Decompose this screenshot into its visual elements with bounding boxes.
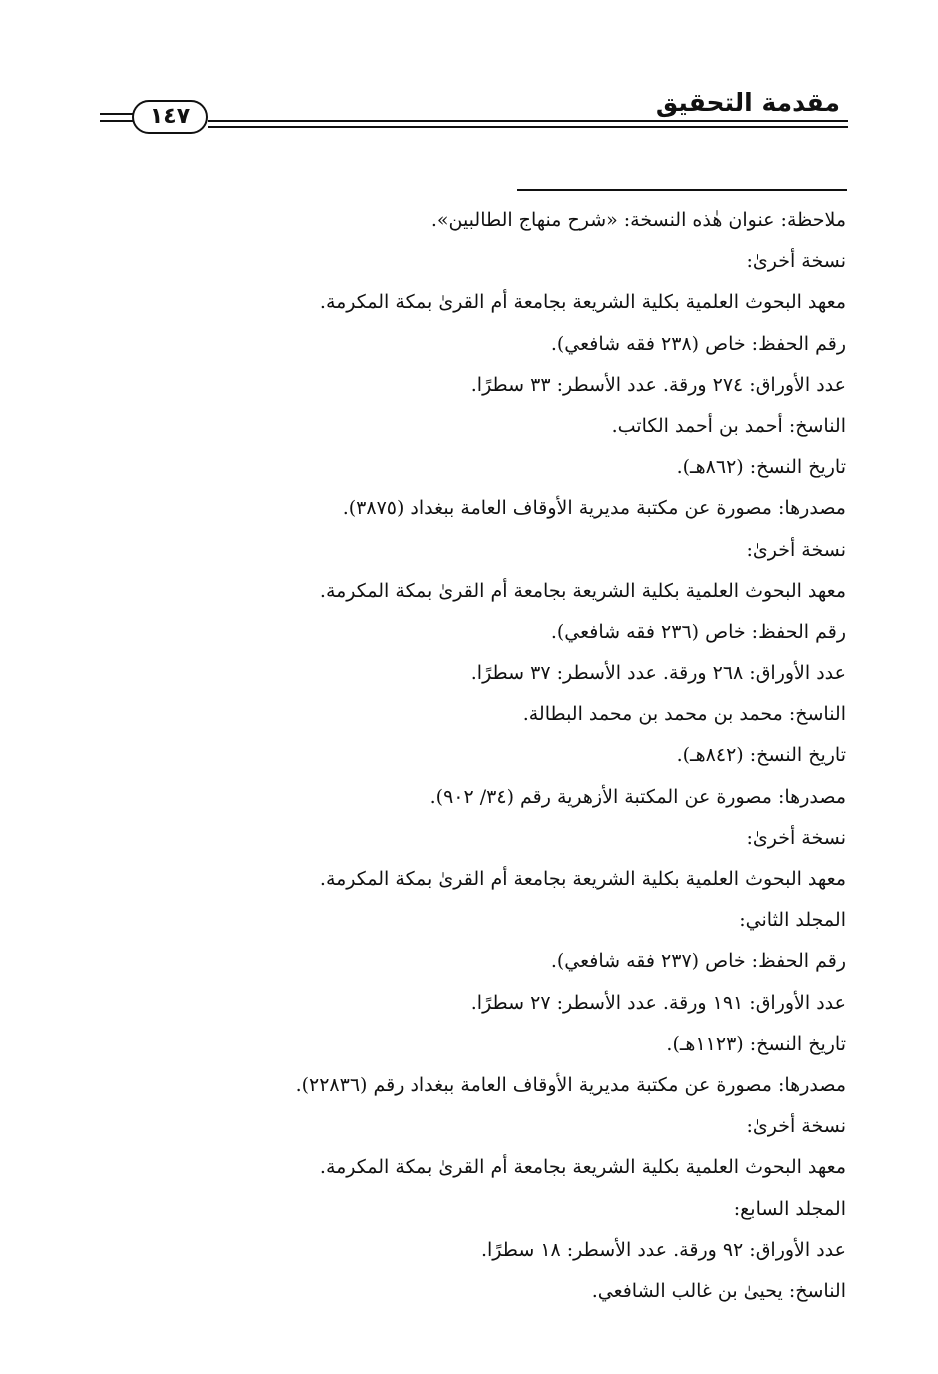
- text-line: المجلد الثاني:: [739, 909, 846, 932]
- text-line: رقم الحفظ: خاص (٢٣٦ فقه شافعي).: [550, 620, 846, 643]
- text-line: مصدرها: مصورة عن مكتبة مديرية الأوقاف العامة ببغداد رقم (٢٢٨٣٦).: [295, 1073, 846, 1096]
- text-line: ملاحظة: عنوان هٰذه النسخة: «شرح منهاج الطالبين».: [430, 209, 846, 231]
- text-line: نسخة أخرىٰ:: [746, 250, 846, 273]
- page-number-badge: [132, 100, 208, 134]
- text-line: تاريخ النسخ: (١١٢٣هـ).: [666, 1032, 846, 1055]
- text-line: نسخة أخرىٰ:: [746, 1115, 846, 1138]
- running-header-title: مقدمة التحقيق: [655, 88, 840, 117]
- text-line: رقم الحفظ: خاص (٢٣٧ فقه شافعي).: [550, 950, 846, 973]
- text-line: معهد البحوث العلمية بكلية الشريعة بجامعة أم القرىٰ بمكة المكرمة.: [319, 1156, 846, 1179]
- text-line: رقم الحفظ: خاص (٢٣٨ فقه شافعي).: [550, 332, 846, 355]
- separator-rule: [517, 189, 847, 191]
- text-line: نسخة أخرىٰ:: [746, 826, 846, 849]
- text-line: مصدرها: مصورة عن المكتبة الأزهرية رقم (٣٤/ ٩٠٢).: [429, 785, 846, 808]
- text-line: عدد الأوراق: ٩٢ ورقة. عدد الأسطر: ١٨ سطرًا.: [480, 1238, 846, 1261]
- text-line: معهد البحوث العلمية بكلية الشريعة بجامعة أم القرىٰ بمكة المكرمة.: [319, 579, 846, 602]
- text-line: تاريخ النسخ: (٨٤٢هـ).: [676, 744, 846, 767]
- text-line: عدد الأوراق: ٢٧٤ ورقة. عدد الأسطر: ٣٣ سطرًا.: [470, 373, 846, 396]
- text-line: الناسخ: أحمد بن أحمد الكاتب.: [611, 414, 846, 437]
- text-line: تاريخ النسخ: (٨٦٢هـ).: [676, 456, 846, 479]
- body-text: [146, 200, 846, 1312]
- header-rule-bottom: [208, 126, 848, 128]
- text-line: المجلد السابع:: [733, 1197, 846, 1220]
- text-line: عدد الأوراق: ٢٦٨ ورقة. عدد الأسطر: ٣٧ سطرًا.: [470, 662, 846, 685]
- text-line: مصدرها: مصورة عن مكتبة مديرية الأوقاف العامة ببغداد (٣٨٧٥).: [342, 497, 846, 520]
- text-line: عدد الأوراق: ١٩١ ورقة. عدد الأسطر: ٢٧ سطرًا.: [470, 991, 846, 1014]
- text-line: معهد البحوث العلمية بكلية الشريعة بجامعة أم القرىٰ بمكة المكرمة.: [319, 868, 846, 890]
- header-rule-left-top: [100, 113, 134, 115]
- text-line: الناسخ: محمد بن محمد بن محمد البطالة.: [522, 703, 846, 726]
- text-line: الناسخ: يحيىٰ بن غالب الشافعي.: [591, 1279, 846, 1302]
- header-rule-top: [208, 120, 848, 122]
- text-line: معهد البحوث العلمية بكلية الشريعة بجامعة أم القرىٰ بمكة المكرمة.: [319, 291, 846, 314]
- page-number: ١٤٧: [149, 104, 191, 129]
- header-rule-left-bottom: [100, 120, 134, 122]
- text-line: نسخة أخرىٰ:: [746, 538, 846, 561]
